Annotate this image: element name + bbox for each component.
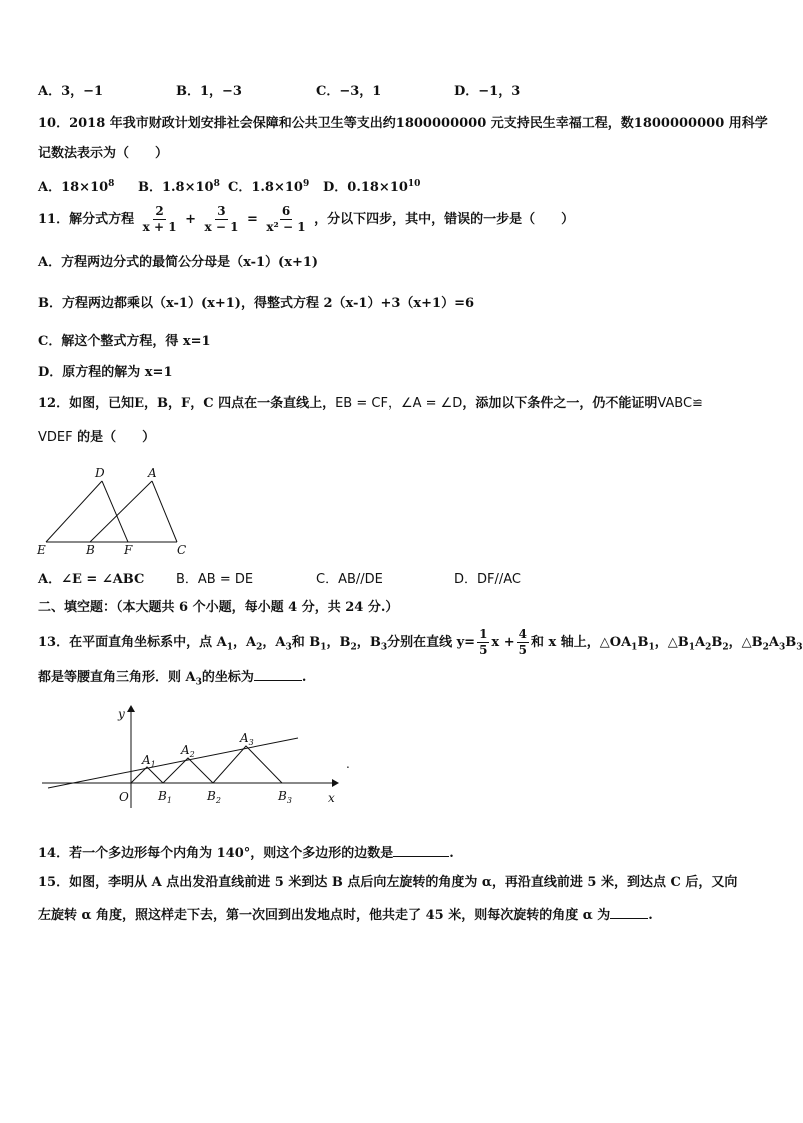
- q13-fraction-2: $\frac{4}{5}$: [518, 627, 527, 657]
- q12-option-a: A．∠E = ∠ABC: [38, 572, 145, 587]
- line-b-a: [90, 481, 152, 542]
- q10-option-d: D．$0.18\times 10^{10}$: [323, 179, 421, 196]
- q10-stem-line2: 记数法表示为（ ）: [38, 146, 169, 161]
- triangle-b2-a3-b3: [213, 746, 282, 783]
- label-a3: $A_3$: [240, 731, 254, 747]
- line-e-d: [46, 481, 102, 542]
- label-b: B: [86, 543, 95, 557]
- label-f: F: [124, 543, 133, 557]
- q10-option-a: A．$18\times 10^8$: [38, 179, 115, 196]
- q10-option-c: C．$1.8\times 10^9$: [228, 179, 310, 196]
- trailing-dot: .: [346, 757, 350, 771]
- q11-option-b: B．方程两边都乘以（x-1）(x+1)，得整式方程 2（x-1）+3（x+1）=6: [38, 296, 475, 311]
- q15-stem-line2: 左旋转 α 角度，照这样走下去，第一次回到出发地点时，他共走了 45 米，则每次旋转的角度 α 为 .: [38, 904, 653, 926]
- q15-answer-blank: [610, 904, 648, 919]
- q15-stem-line1: 15．如图，李明从 A 点出发沿直线前进 5 米到达 B 点后向左旋转的角度为 α，再沿直线前进 5 米，到达点 C 后，又向: [38, 875, 738, 890]
- q13-fraction-1: $\frac{1}{5}$: [479, 627, 488, 657]
- label-a2: $A_2$: [181, 743, 195, 759]
- q13-stem-line2: 都是等腰直角三角形．则 $A_3$的坐标为 .: [38, 666, 306, 693]
- q11-option-d: D．原方程的解为 x=1: [38, 365, 173, 380]
- triangle-o-a1-b1: [131, 767, 163, 783]
- triangle-b1-a2-b2: [163, 758, 213, 783]
- label-e: E: [37, 543, 46, 557]
- q10-stem-line1: 10．2018 年我市财政计划安排社会保障和公共卫生等支出约1800000000 元支持民生幸福工程，数1800000000 用科学: [38, 116, 768, 131]
- q11-option-a: A．方程两边分式的最简公分母是（x-1）(x+1): [38, 255, 319, 270]
- label-c: C: [177, 543, 187, 557]
- q12-stem-line1: 12．如图，已知E，B，F，C 四点在一条直线上，EB = CF，∠A = ∠D，添加以下条件之一，仍不能证明VABC≌: [38, 396, 703, 411]
- q11-fraction-3: $\frac{6}{\text{x² − 1}}$: [266, 204, 306, 234]
- q10-option-b: B．$1.8\times 10^8$: [138, 179, 220, 196]
- q11-stem: 11．解分式方程 $\frac{2}{x + 1}$ + $\frac{3}{x - 1}$ = $\frac{6}{\text{x² − 1}}$ ，分以下四步，其中，错误的一步是（ ）: [38, 204, 575, 234]
- label-x: x: [328, 791, 335, 805]
- q12-option-d: D．DF//AC: [454, 572, 521, 587]
- q9-options: [38, 82, 520, 102]
- q13-stem-line1: 13．在平面直角坐标系中，点 $A_1$，$A_2$，$A_3$和 $B_1$，$B_2$，$B_3$分别在直线 y= $\frac{1}{5}$ x + $\frac{4}{5}$ 和 x 轴上，$\triangle OA_1B_1$，$\triangle B_1A_2B_2$，$\triangle B_2A_3B_3$: [38, 627, 803, 657]
- q13-answer-blank: [254, 666, 302, 681]
- q14-stem: 14．若一个多边形每个内角为 140°，则这个多边形的边数是 .: [38, 842, 454, 864]
- q12-stem-line2: VDEF 的是（ ）: [38, 430, 156, 445]
- label-b1: $B_1$: [158, 789, 172, 805]
- q11-fraction-1: $\frac{2}{x + 1}$: [142, 204, 177, 234]
- q13-coordinate-figure: [38, 700, 358, 812]
- line-a-c: [152, 481, 177, 542]
- q14-answer-blank: [393, 842, 449, 857]
- label-d: D: [95, 466, 105, 480]
- q12-options: [38, 570, 521, 590]
- label-a1: $A_1$: [142, 753, 156, 769]
- line-y-equals: [48, 738, 298, 788]
- q12-triangle-figure: [30, 460, 200, 560]
- label-b2: $B_2$: [207, 789, 221, 805]
- line-d-f: [102, 481, 128, 542]
- q9-option-a: A．3，−1: [38, 84, 104, 99]
- q11-fraction-2: $\frac{3}{x - 1}$: [204, 204, 239, 234]
- q10-options: [38, 174, 420, 198]
- label-a: A: [148, 466, 157, 480]
- q9-option-b: B．1，−3: [176, 84, 242, 99]
- q12-option-b: B．AB = DE: [176, 572, 254, 587]
- section-fill-in-heading: 二、填空题：（本大题共 6 个小题，每小题 4 分，共 24 分.）: [38, 600, 399, 615]
- label-y: y: [118, 707, 125, 721]
- label-b3: $B_3$: [278, 789, 292, 805]
- q12-option-c: C．AB//DE: [316, 572, 383, 587]
- label-o: O: [119, 790, 129, 804]
- q9-option-d: D．−1，3: [454, 84, 521, 99]
- q11-option-c: C．解这个整式方程，得 x=1: [38, 334, 211, 349]
- q9-option-c: C．−3，1: [316, 84, 382, 99]
